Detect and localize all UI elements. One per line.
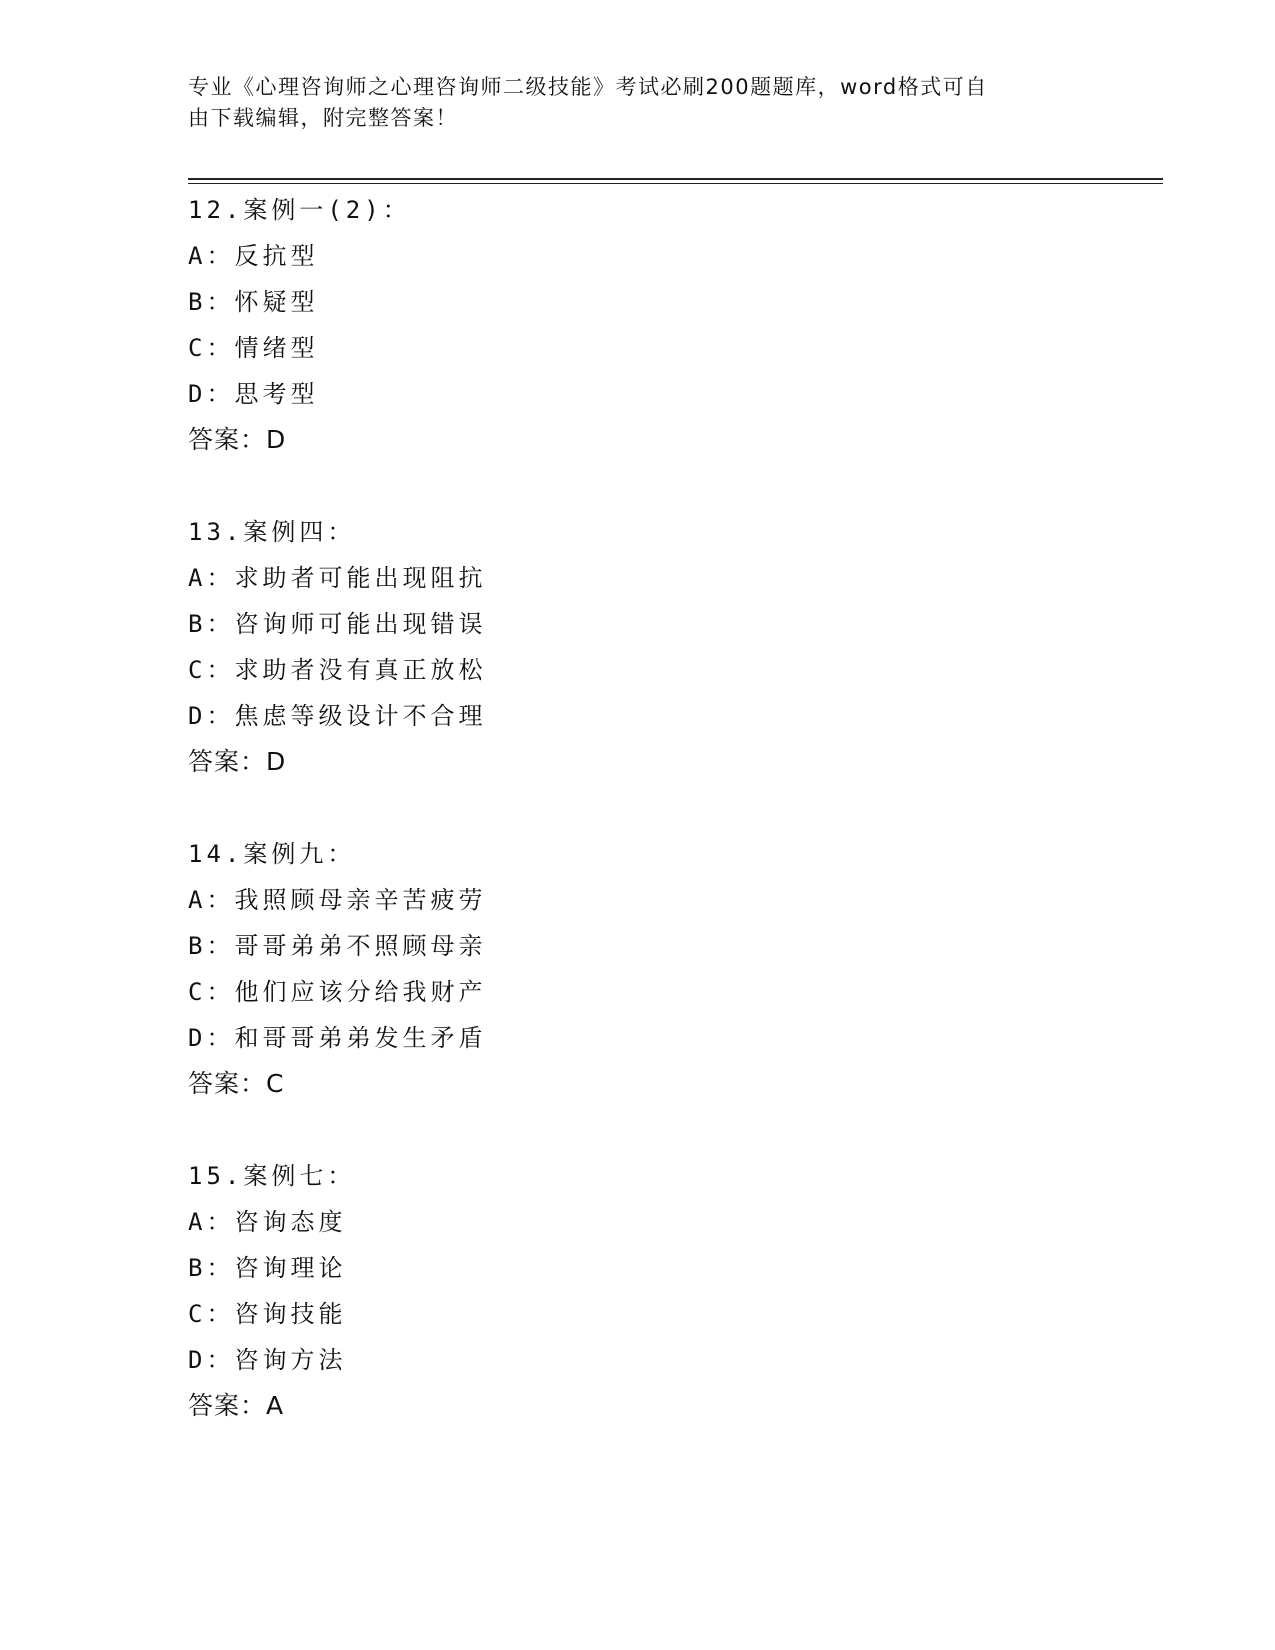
question-15	[188, 1153, 1088, 1429]
spacer	[188, 785, 1088, 831]
header-line-1: 专业《心理咨询师之心理咨询师二级技能》考试必刷200题题库，word格式可自	[188, 75, 988, 99]
option-b: B：咨询师可能出现错误	[188, 610, 487, 638]
option-b: B：怀疑型	[188, 288, 319, 316]
question-12	[188, 187, 1088, 509]
option-b: B：咨询理论	[188, 1254, 347, 1282]
option-d: D：和哥哥弟弟发生矛盾	[188, 1024, 487, 1052]
header-divider	[188, 178, 1163, 184]
answer-line: 答案：D	[188, 747, 287, 776]
spacer	[188, 1107, 1088, 1153]
option-d: D：焦虑等级设计不合理	[188, 702, 487, 730]
answer-line: 答案：C	[188, 1069, 285, 1098]
option-c: C：咨询技能	[188, 1300, 347, 1328]
option-a: A：我照顾母亲辛苦疲劳	[188, 886, 487, 914]
spacer	[188, 463, 1088, 509]
question-list	[188, 187, 1088, 1429]
question-stem: 13.案例四：	[188, 518, 356, 546]
header-line-2: 由下载编辑，附完整答案！	[188, 106, 458, 130]
answer-line: 答案：A	[188, 1391, 285, 1420]
option-a: A：求助者可能出现阻抗	[188, 564, 487, 592]
option-d: D：思考型	[188, 380, 319, 408]
option-b: B：哥哥弟弟不照顾母亲	[188, 932, 487, 960]
option-c: C：他们应该分给我财产	[188, 978, 487, 1006]
option-c: C：求助者没有真正放松	[188, 656, 487, 684]
question-13	[188, 509, 1088, 831]
option-a: A：咨询态度	[188, 1208, 347, 1236]
document-header	[188, 72, 1088, 134]
option-c: C：情绪型	[188, 334, 319, 362]
question-stem: 15.案例七：	[188, 1162, 356, 1190]
question-stem: 12.案例一(2)：	[188, 196, 411, 224]
question-14	[188, 831, 1088, 1153]
question-stem: 14.案例九：	[188, 840, 356, 868]
option-d: D：咨询方法	[188, 1346, 347, 1374]
answer-line: 答案：D	[188, 425, 287, 454]
option-a: A：反抗型	[188, 242, 319, 270]
